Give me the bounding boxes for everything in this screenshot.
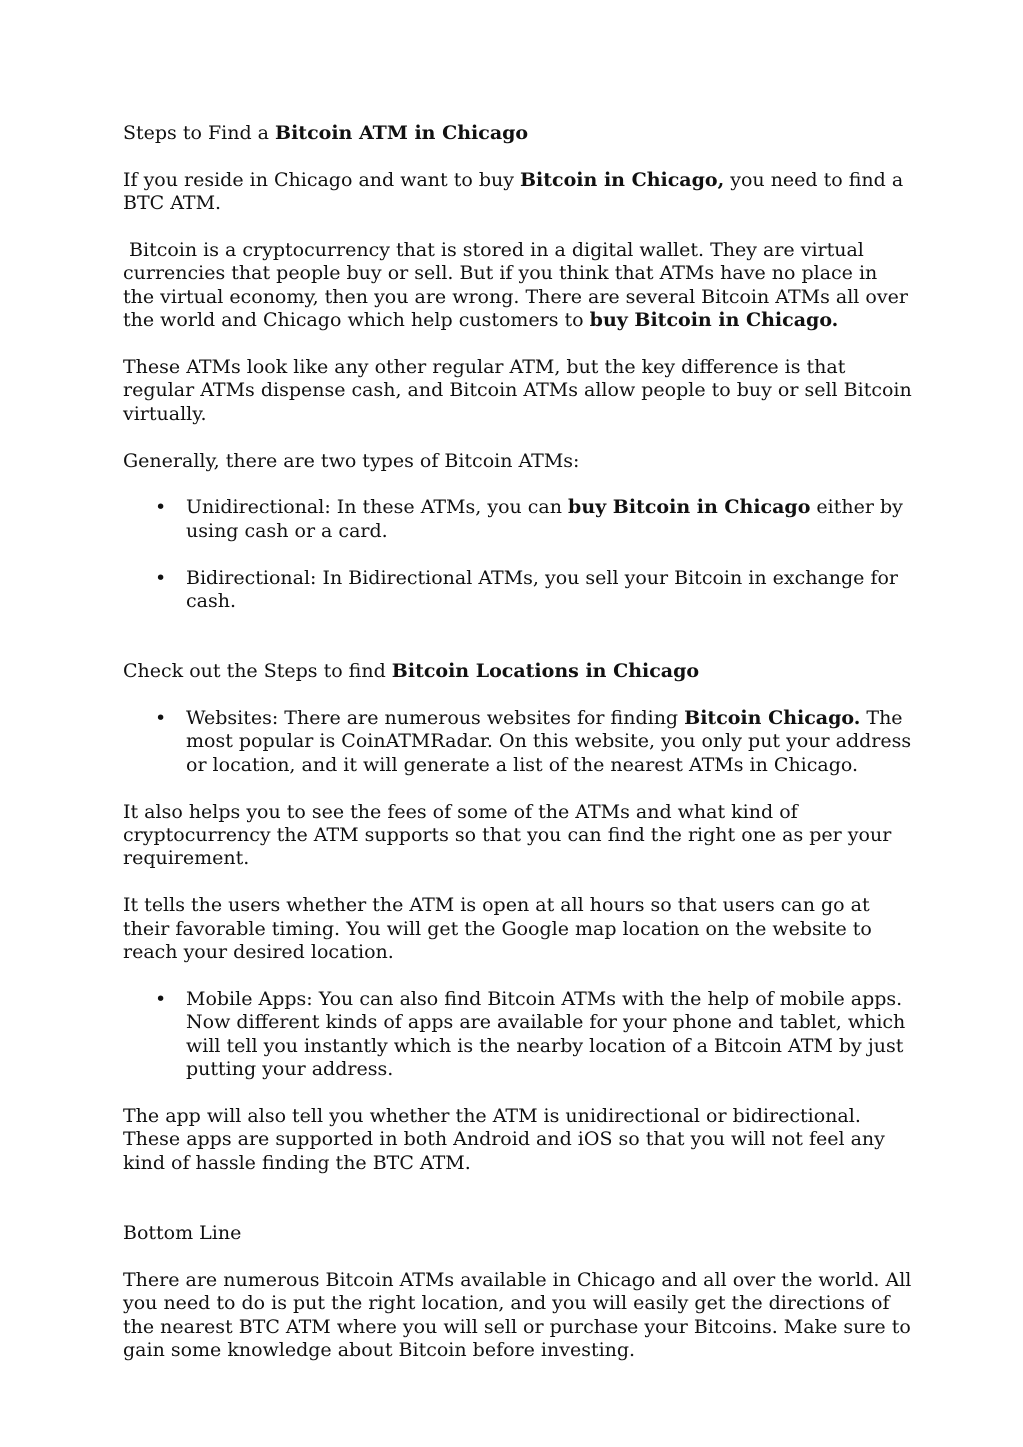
websites-list bbox=[123, 707, 913, 777]
list-item-unidirectional bbox=[123, 496, 913, 543]
list-item-mobile-apps-text: Mobile Apps: You can also find Bitcoin ATMs with the help of mobile apps. Now different kinds of apps are available for your phone and tablet, which will tell you instantly which is the nearby location of a Bitcoin ATM by just putting your address. bbox=[186, 987, 906, 1081]
list-item-websites bbox=[123, 707, 913, 777]
paragraph-intro-a: If you reside in Chicago and want to buy bbox=[123, 168, 520, 191]
atm-types-list bbox=[123, 496, 913, 613]
bullet-icon: • bbox=[155, 566, 167, 589]
paragraph-two-types: Generally, there are two types of Bitcoin ATMs: bbox=[123, 449, 580, 472]
list-item-unidirectional-bold: buy Bitcoin in Chicago bbox=[568, 496, 811, 519]
heading-find-atm-bold: Bitcoin ATM in Chicago bbox=[275, 122, 529, 144]
list-item-websites-a: Websites: There are numerous websites for finding bbox=[186, 707, 685, 730]
paragraph-cryptocurrency-bold: buy Bitcoin in Chicago. bbox=[589, 309, 839, 332]
paragraph-intro-bold: Bitcoin in Chicago, bbox=[520, 168, 725, 191]
list-item-bidirectional-text: Bidirectional: In Bidirectional ATMs, you sell your Bitcoin in exchange for cash. bbox=[186, 566, 899, 613]
heading-locations-bold: Bitcoin Locations in Chicago bbox=[391, 660, 700, 683]
paragraph-hours: It tells the users whether the ATM is open at all hours so that users can go at their favorable timing. You will get the Google map location on the website to reach your desired location. bbox=[123, 894, 872, 964]
paragraph-conclusion: There are numerous Bitcoin ATMs available in Chicago and all over the world. All you need to do is put the right location, and you will easily get the directions of the nearest BTC ATM where you will sell or purchase your Bitcoins. Make sure to gain some knowledge about Bitcoin before investing. bbox=[123, 1268, 912, 1361]
paragraph-fees: It also helps you to see the fees of some of the ATMs and what kind of cryptocurrency the ATM supports so that you can find the right one as per your requirement. bbox=[123, 800, 892, 870]
paragraph-cryptocurrency bbox=[123, 239, 913, 333]
paragraph-cryptocurrency-a: Bitcoin is a cryptocurrency that is stored in a digital wallet. They are virtual currencies that people buy or sell. But if you think that ATMs have no place in the virtual economy, then you are wrong. There are several Bitcoin ATMs all over the world and Chicago which help customers to bbox=[123, 239, 914, 332]
heading-find-atm bbox=[123, 122, 913, 145]
heading-locations bbox=[123, 660, 913, 683]
paragraph-app-support: The app will also tell you whether the ATM is unidirectional or bidirectional. These apps are supported in both Android and iOS so that you will not feel any kind of hassle finding the BTC ATM. bbox=[123, 1104, 885, 1174]
bullet-icon: • bbox=[155, 707, 167, 730]
document-page bbox=[123, 122, 913, 1362]
list-item-websites-bold: Bitcoin Chicago. bbox=[684, 707, 861, 730]
heading-bottom-line: Bottom Line bbox=[123, 1221, 242, 1244]
heading-find-atm-prefix: Steps to Find a bbox=[123, 122, 276, 144]
paragraph-intro-c: you need to find a BTC ATM. bbox=[123, 168, 904, 215]
list-item-unidirectional-a: Unidirectional: In these ATMs, you can bbox=[186, 496, 569, 519]
bullet-icon: • bbox=[155, 496, 167, 519]
mobile-apps-list bbox=[123, 988, 913, 1082]
paragraph-intro bbox=[123, 169, 913, 216]
list-item-unidirectional-c: either by using cash or a card. bbox=[186, 496, 903, 542]
paragraph-regular-atm: These ATMs look like any other regular ATM, but the key difference is that regular ATMs dispense cash, and Bitcoin ATMs allow people to buy or sell Bitcoin virtually. bbox=[123, 356, 912, 425]
list-item-websites-c: The most popular is CoinATMRadar. On this website, you only put your address or location, and it will generate a list of the nearest ATMs in Chicago. bbox=[186, 707, 912, 776]
list-item-mobile-apps bbox=[123, 988, 913, 1082]
bullet-icon: • bbox=[155, 987, 167, 1010]
list-item-bidirectional bbox=[123, 567, 913, 614]
heading-locations-prefix: Check out the Steps to find bbox=[123, 660, 392, 683]
